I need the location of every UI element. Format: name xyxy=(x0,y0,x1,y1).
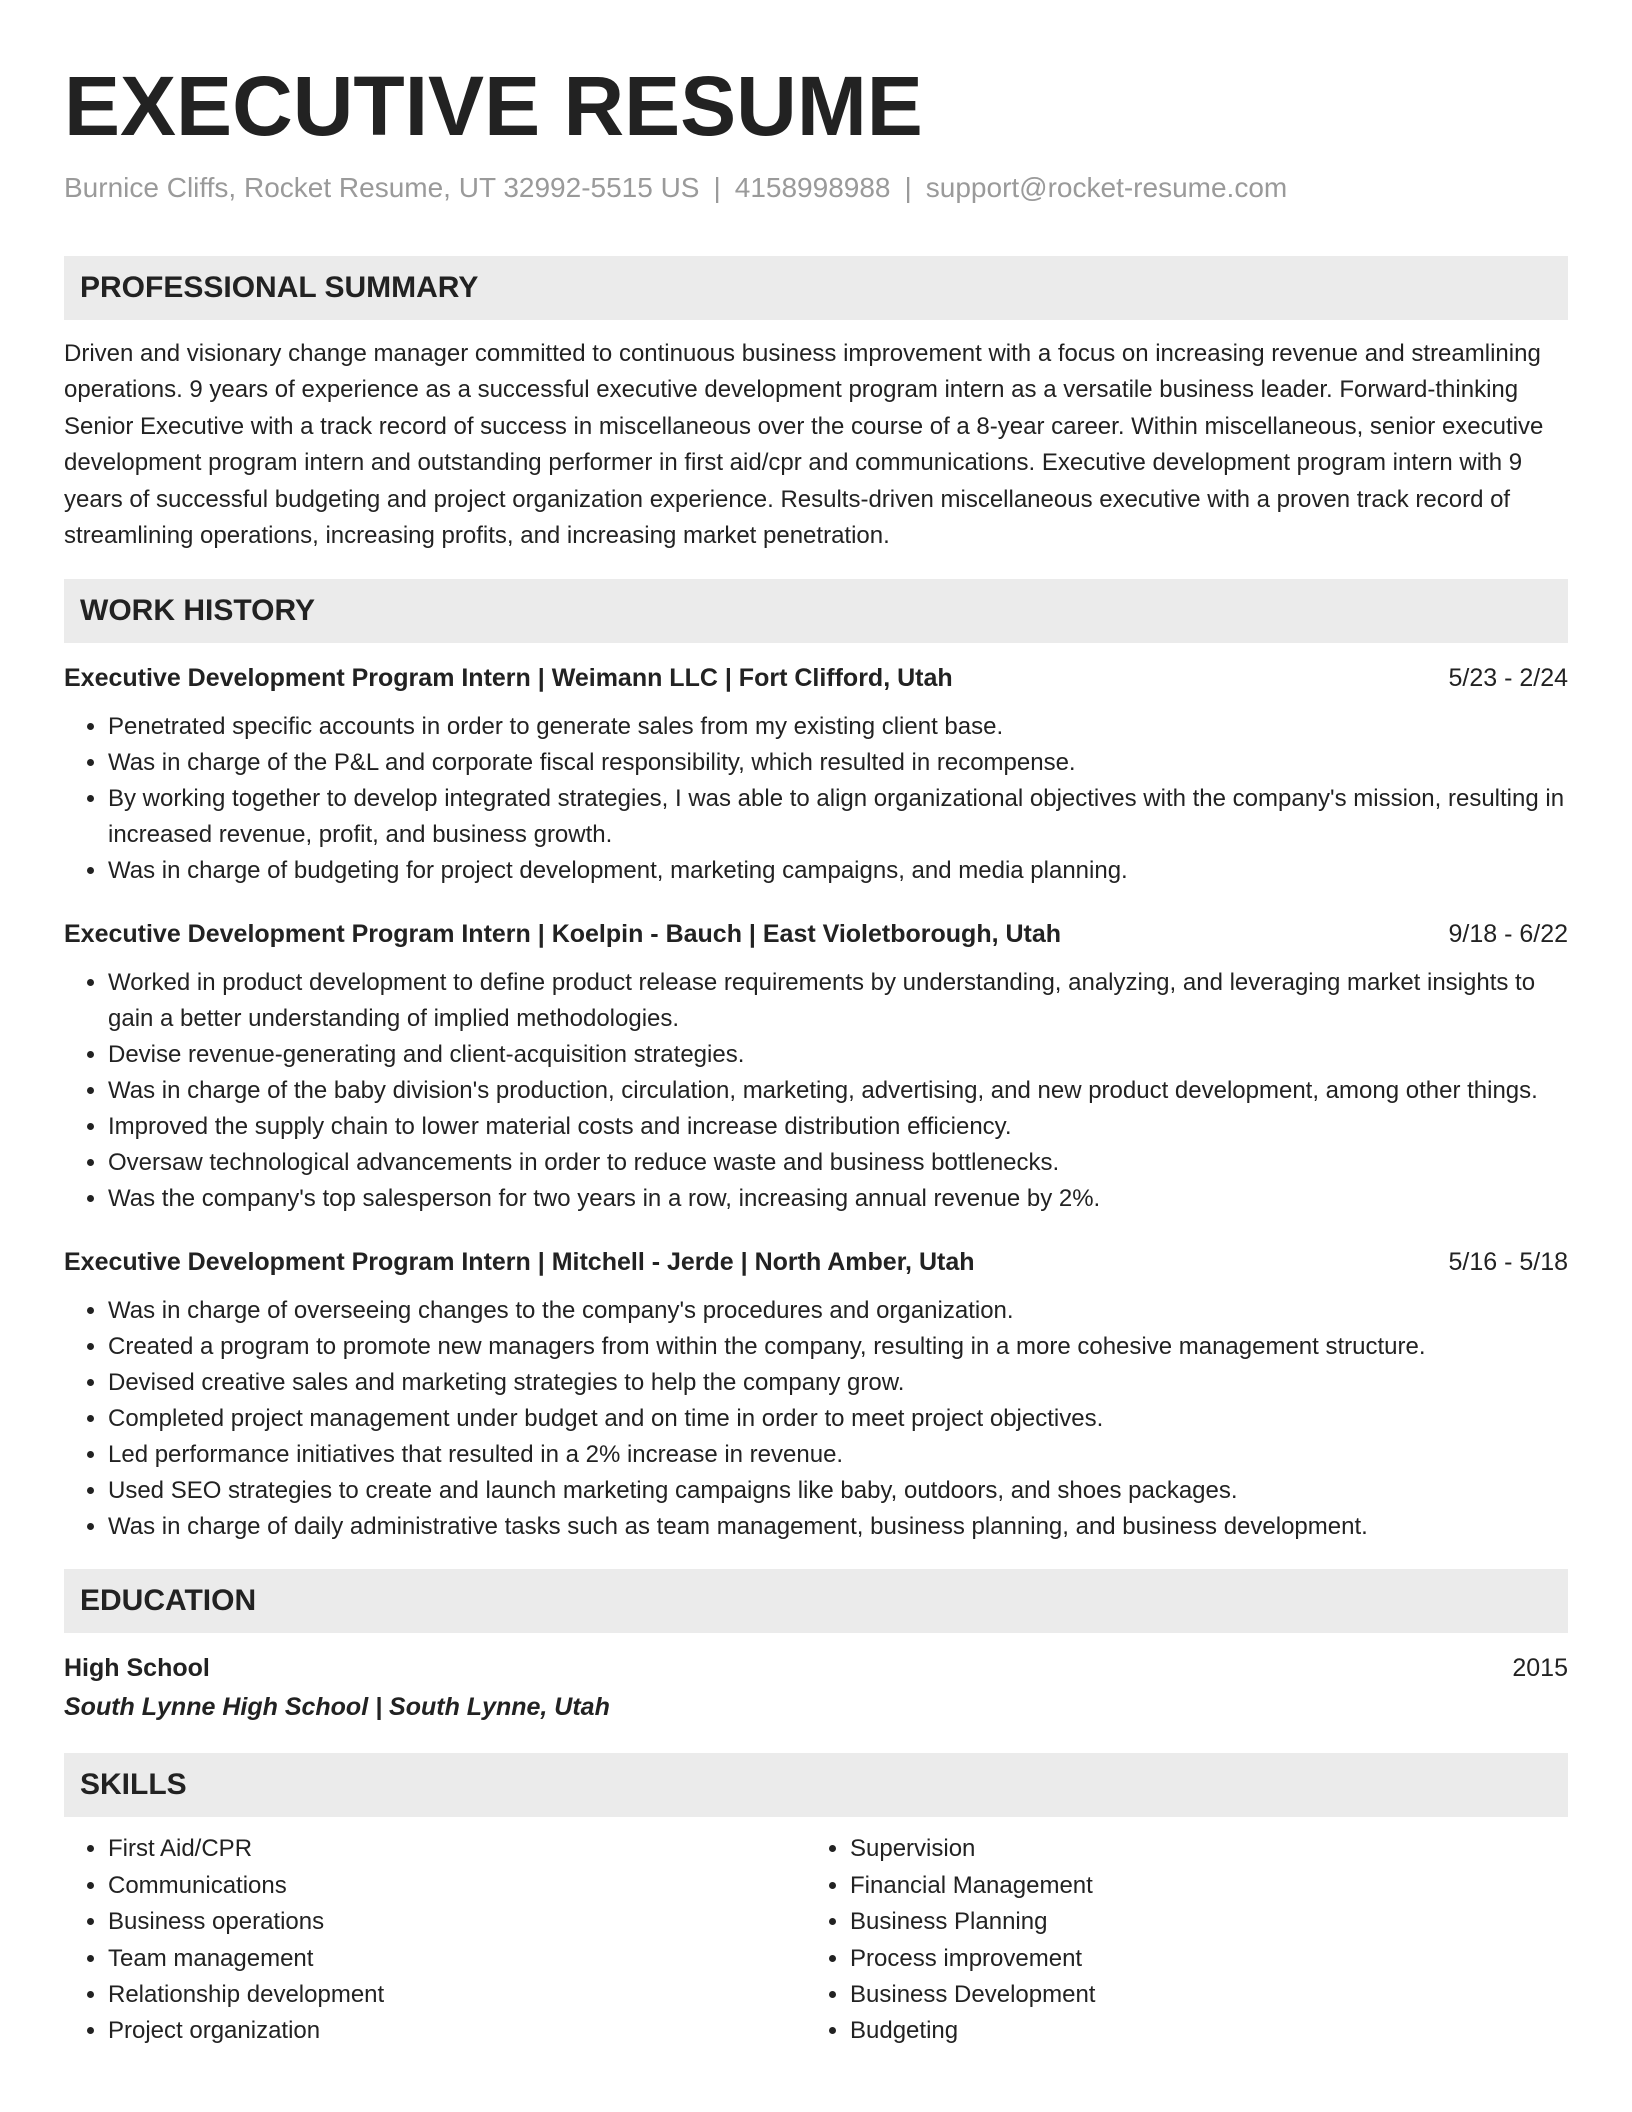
job-title: Executive Development Program Intern | Weimann LLC | Fort Clifford, Utah xyxy=(64,664,953,693)
job-bullet: • Was in charge of the P&L and corporate fiscal responsibility, which resulted in recompense. xyxy=(108,745,1568,781)
skill-item: • Business Development xyxy=(850,1977,1548,2013)
skills-column-right xyxy=(806,1831,1548,2049)
education-degree: High School xyxy=(64,1654,210,1683)
job-bullet: • Oversaw technological advancements in order to reduce waste and business bottlenecks. xyxy=(108,1145,1568,1181)
job-title: Executive Development Program Intern | Koelpin - Bauch | East Violetborough, Utah xyxy=(64,920,1062,949)
job-dates: 5/16 - 5/18 xyxy=(1448,1248,1568,1277)
job-entry xyxy=(64,1245,1568,1545)
job-bullet: • Completed project management under budget and on time in order to meet project objectives. xyxy=(108,1401,1568,1437)
education-year: 2015 xyxy=(1512,1654,1568,1683)
section-heading-summary: PROFESSIONAL SUMMARY xyxy=(64,256,1568,320)
skill-item: • Supervision xyxy=(850,1831,1548,1867)
skill-item: • Budgeting xyxy=(850,2013,1548,2049)
section-heading-education: EDUCATION xyxy=(64,1569,1568,1633)
skills-column-left xyxy=(64,1831,806,2049)
job-bullet: • Was in charge of the baby division's production, circulation, marketing, advertising, and new product development, among other things. xyxy=(108,1073,1568,1109)
job-bullets xyxy=(64,965,1568,1217)
job-bullet: • Led performance initiatives that resulted in a 2% increase in revenue. xyxy=(108,1437,1568,1473)
job-entry xyxy=(64,661,1568,889)
job-bullet: • Penetrated specific accounts in order to generate sales from my existing client base. xyxy=(108,709,1568,745)
skill-item: • Process improvement xyxy=(850,1941,1548,1977)
education-entry xyxy=(64,1649,1568,1727)
education-school: South Lynne High School | South Lynne, Utah xyxy=(64,1693,610,1722)
job-bullet: • Improved the supply chain to lower material costs and increase distribution efficiency. xyxy=(108,1109,1568,1145)
job-bullet: • Was in charge of daily administrative tasks such as team management, business planning, and business development. xyxy=(108,1509,1568,1545)
section-heading-skills: SKILLS xyxy=(64,1753,1568,1817)
skill-item: • Financial Management xyxy=(850,1868,1548,1904)
job-bullet: • Was in charge of overseeing changes to the company's procedures and organization. xyxy=(108,1293,1568,1329)
contact-address: Burnice Cliffs, Rocket Resume, UT 32992-5515 US xyxy=(64,172,700,203)
resume-title: EXECUTIVE RESUME xyxy=(64,59,923,153)
skill-item: • Relationship development xyxy=(108,1977,806,2013)
job-bullet: • Used SEO strategies to create and launch marketing campaigns like baby, outdoors, and shoes packages. xyxy=(108,1473,1568,1509)
job-entry xyxy=(64,917,1568,1217)
job-bullet: • Devised creative sales and marketing strategies to help the company grow. xyxy=(108,1365,1568,1401)
skill-item: • Team management xyxy=(108,1941,806,1977)
job-bullet: • Was in charge of budgeting for project development, marketing campaigns, and media planning. xyxy=(108,853,1568,889)
contact-email: support@rocket-resume.com xyxy=(925,172,1288,203)
job-bullet: • Created a program to promote new managers from within the company, resulting in a more cohesive management structure. xyxy=(108,1329,1568,1365)
skill-item: • Business operations xyxy=(108,1904,806,1940)
skill-item: • Project organization xyxy=(108,2013,806,2049)
contact-line xyxy=(64,170,1568,206)
skill-item: • First Aid/CPR xyxy=(108,1831,806,1867)
section-heading-work-history: WORK HISTORY xyxy=(64,579,1568,643)
job-bullet: • Devise revenue-generating and client-acquisition strategies. xyxy=(108,1037,1568,1073)
contact-phone: 4158998988 xyxy=(734,172,891,203)
job-bullet: • Was the company's top salesperson for two years in a row, increasing annual revenue by 2%. xyxy=(108,1181,1568,1217)
job-dates: 5/23 - 2/24 xyxy=(1448,664,1568,693)
skill-item: • Communications xyxy=(108,1868,806,1904)
job-dates: 9/18 - 6/22 xyxy=(1448,920,1568,949)
contact-separator: | xyxy=(904,172,912,203)
contact-separator: | xyxy=(713,172,721,203)
job-bullets xyxy=(64,709,1568,889)
job-bullet: • Worked in product development to define product release requirements by understanding, analyzing, and leveraging market insights to gain a better understanding of implied methodologies. xyxy=(108,965,1568,1037)
resume-page xyxy=(64,0,1568,2050)
job-bullets xyxy=(64,1293,1568,1545)
job-title: Executive Development Program Intern | Mitchell - Jerde | North Amber, Utah xyxy=(64,1248,975,1277)
skills-list xyxy=(64,1831,1568,2049)
skill-item: • Business Planning xyxy=(850,1904,1548,1940)
summary-text: Driven and visionary change manager committed to continuous business improvement with a focus on increasing revenue and streamlining operations. 9 years of experience as a successful executive development program intern as a versatile business leader. Forward-thinking Senior Executive with a track record of success in miscellaneous over the course of a 8-year career. Within miscellaneous, senior executive development program intern and outstanding performer in first aid/cpr and communications. Executive development program intern with 9 years of successful budgeting and project organization experience. Results-driven miscellaneous executive with a proven track record of streamlining operations, increasing profits, and increasing market penetration. xyxy=(64,340,1544,550)
job-bullet: • By working together to develop integrated strategies, I was able to align organizational objectives with the company's mission, resulting in increased revenue, profit, and business growth. xyxy=(108,781,1568,853)
